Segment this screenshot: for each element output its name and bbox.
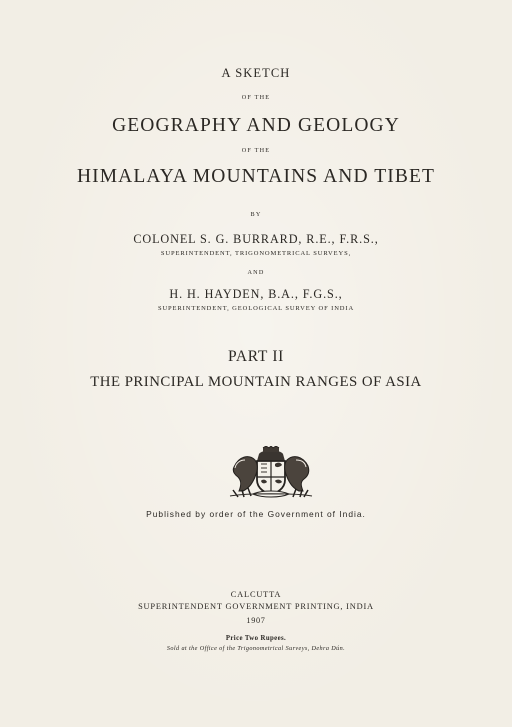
title-line-himalaya-tibet: HIMALAYA MOUNTAINS AND TIBET (76, 166, 436, 187)
byline-by: BY (250, 211, 262, 218)
sales-location: Sold at the Office of the Trigonometrical Surveys, Dehra Dún. (166, 645, 346, 652)
royal-coat-of-arms-icon (224, 446, 318, 500)
author-burrard: COLONEL S. G. BURRARD, R.E., F.R.S., (133, 232, 379, 246)
printer-line: SUPERINTENDENT GOVERNMENT PRINTING, INDIA (138, 602, 374, 611)
title-line-of-the-1: OF THE (241, 94, 271, 101)
title-line-of-the-2: OF THE (241, 147, 271, 154)
part-title: THE PRINCIPAL MOUNTAIN RANGES OF ASIA (90, 374, 422, 390)
publication-year: 1907 (246, 616, 266, 625)
title-line-a-sketch: A SKETCH (221, 66, 291, 80)
part-number: PART II (227, 348, 285, 365)
author-conjunction: AND (247, 269, 265, 276)
author-hayden: H. H. HAYDEN, B.A., F.G.S., (169, 287, 343, 301)
author-burrard-role: SUPERINTENDENT, TRIGONOMETRICAL SURVEYS, (160, 250, 352, 257)
title-line-geography-geology: GEOGRAPHY AND GEOLOGY (112, 115, 400, 136)
publication-city: CALCUTTA (230, 590, 282, 599)
publication-note: Published by order of the Government of India. (146, 509, 366, 519)
author-hayden-role: SUPERINTENDENT, GEOLOGICAL SURVEY OF INDIA (157, 305, 355, 312)
price-line: Price Two Rupees. (225, 635, 287, 642)
